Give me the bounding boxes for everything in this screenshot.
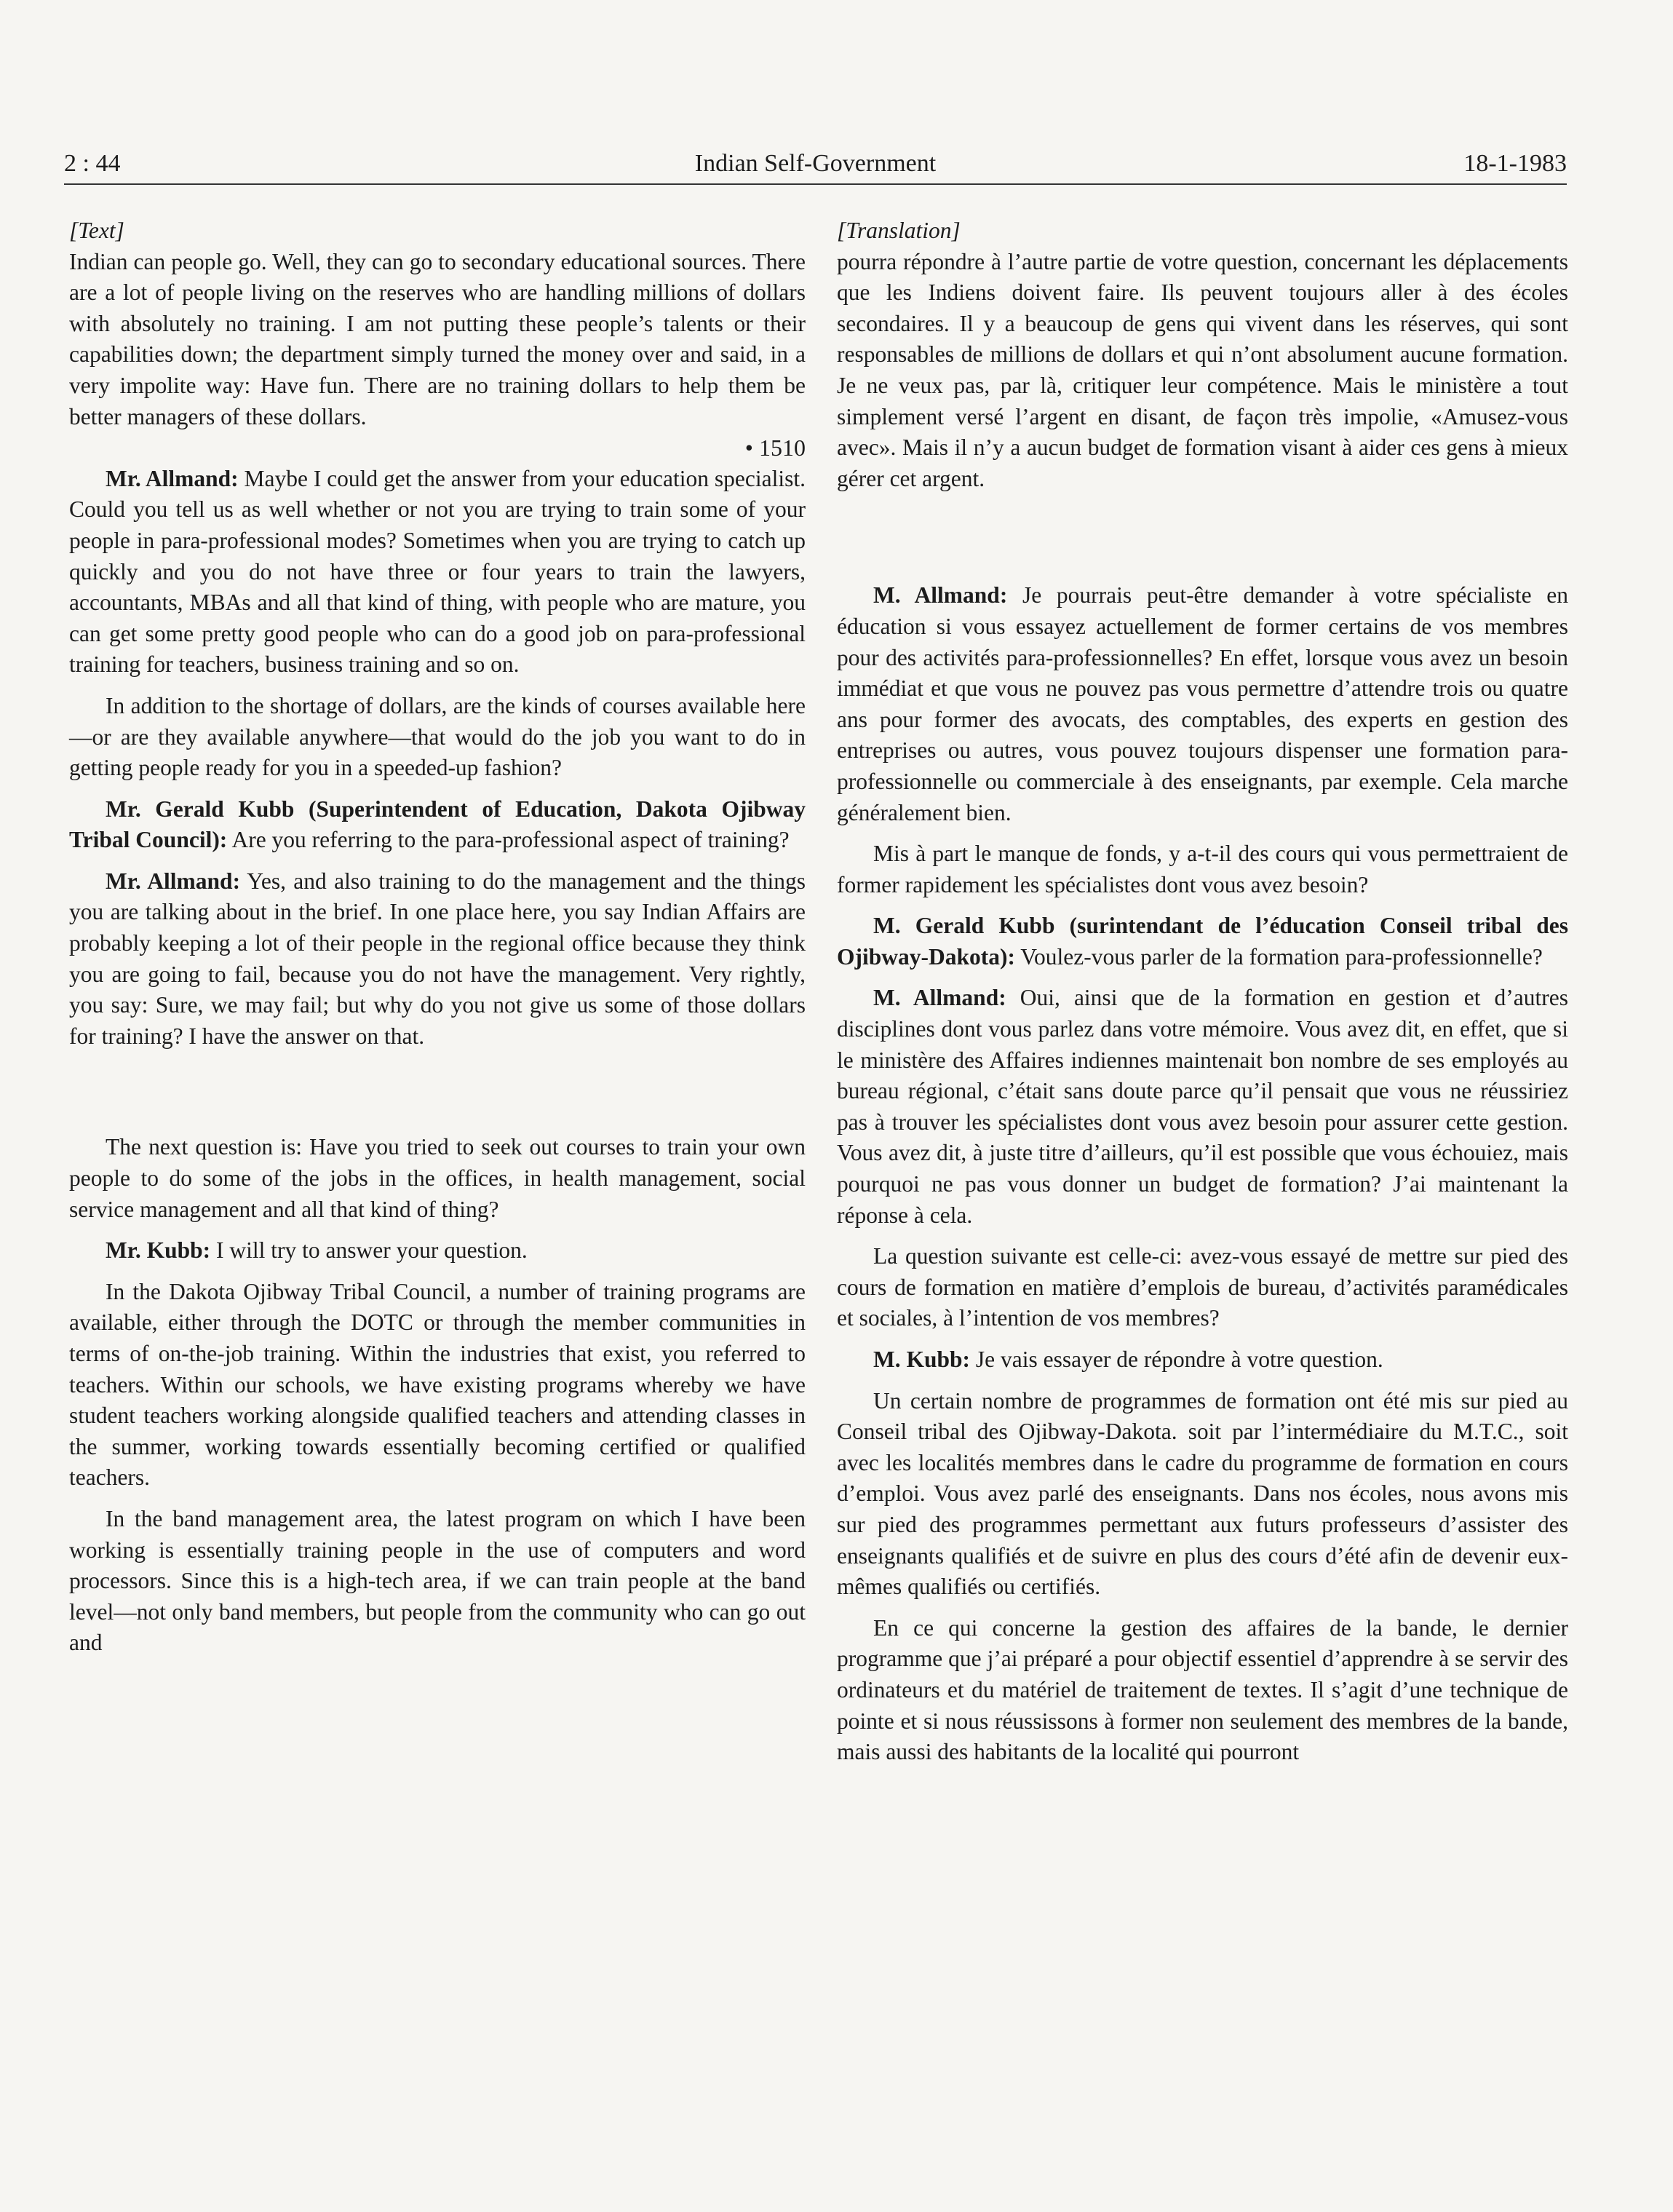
french-column — [837, 215, 1568, 1768]
page-header — [64, 143, 1567, 185]
speaker-name: M. Gerald Kubb (surintendant de l’éducation Conseil tribal des Ojibway-Dakota): — [837, 913, 1568, 970]
paragraph: Indian can people go. Well, they can go to secondary educational sources. There are a lot of people living on the reserves who are handling millions of dollars with absolutely no training. I am not putting these people’s talents or their capabilities down; the department simply turned the money over and said, in a very impolite way: Have fun. There are no training dollars to help them be better managers of these dollars. — [69, 248, 806, 429]
speech-text: Are you referring to the para-professional aspect of training? — [227, 827, 790, 853]
paragraph: La question suivante est celle-ci: avez-vous essayé de mettre sur pied des cours de formation en matière d’emplois de bureau, d’activités paramédicales et sociales, à l’intention de vos membres? — [837, 1243, 1568, 1331]
speech-text: Je pourrais peut-être demander à votre spécialiste en éducation si vous essayez actuellement de former certains de vos membres pour des activités para-professionnelles? En effet, lorsque vous avez un besoin immédiat et que vous ne pouvez pas vous permettre d’attendre trois ou quatre ans pour former des avocats, des comptables, des experts en gestion des entreprises ou autres, vous pouvez toujours dispenser une formation para-professionnelle ou commerciale à des enseignants, par exemple. Cela marche généralement bien. — [837, 582, 1568, 825]
speaker-name: M. Kubb: — [873, 1347, 971, 1372]
paragraph: Un certain nombre de programmes de formation ont été mis sur pied au Conseil tribal des Ojibway-Dakota. soit par l’intermédiaire du M.T.C., soit avec les localités membres dans le cadre du programme de formation en cours d’emploi. Vous avez parlé des enseignants. Dans nos écoles, nous avons mis sur pied des programmes permettant aux futurs professeurs d’assister des enseignants qualifiés et de suivre en plus des cours d’été afin de devenir eux-mêmes qualifiés ou certifiés. — [837, 1387, 1568, 1600]
speech-text: Maybe I could get the answer from your education specialist. Could you tell us as well whether or not you are trying to train some of your people in para-professional modes? Sometimes when you are trying to catch up quickly and you do not have three or four years to train the lawyers, accountants, MBAs and all that kind of thing, with people who are mature, you can get some pretty good people who can do a good job on para-professional training for teachers, business training and so on. — [69, 465, 806, 678]
speech-text: Yes, and also training to do the management and the things you are talking about in the brief. In one place here, you say Indian Affairs are probably keeping a lot of their people in the regional office because they think you are going to fail, because you do not have the management. Very rightly, you say: Sure, we may fail; but why do you not give us some of those dollars for training? I have the answer on that. — [69, 868, 806, 1049]
column-label: [Translation] — [837, 218, 961, 243]
paragraph — [69, 464, 806, 681]
speech-text: Oui, ainsi que de la formation en gestion et d’autres disciplines dont vous parlez dans votre mémoire. Vous avez dit, en effet, que si le ministère des Affaires indiennes maintenait bon nombre de ses employés au bureau régional, c’était sans doute parce qu’il pensait que vous ne réussiriez pas à trouver les spécialistes dont vous avez besoin pour assurer cette gestion. Vous avez dit, à juste titre d’ailleurs, qu’il est possible que vous échouiez, mais pourquoi ne pas vous donner un budget de formation? J’ai maintenant la réponse à cela. — [837, 985, 1568, 1228]
paragraph: The next question is: Have you tried to seek out courses to train your own people to do some of the jobs in the offices, in health management, social service management and all that kind of thing? — [69, 1134, 806, 1222]
paragraph — [837, 983, 1568, 1231]
speaker-name: Mr. Allmand: — [106, 868, 241, 894]
speech-text: I will try to answer your question. — [210, 1237, 528, 1264]
spacer — [837, 494, 1568, 580]
paragraph: In the band management area, the latest program on which I have been working is essentially training people in the use of computers and word processors. Since this is a high-tech area, if we can train people at the band level—not only band members, but people from the community who can go out and — [69, 1505, 806, 1656]
speaker-name: M. Allmand: — [873, 985, 1006, 1011]
column-label: [Text] — [69, 218, 124, 243]
speaker-name: Mr. Gerald Kubb (Superintendent of Education, Dakota Ojibway Tribal Council): — [69, 796, 806, 853]
page-title: Indian Self-Government — [694, 150, 937, 177]
paragraph: pourra répondre à l’autre partie de votre question, concernant les déplacements que les Indiens doivent faire. Ils peuvent toujours aller à des écoles secondaires. Il y a beaucoup de gens qui vivent dans les réserves, qui sont responsables de millions de dollars et qui n’ont absolument aucune formation. Je ne veux pas, par là, critiquer leur compétence. Mais le ministère a tout simplement versé l’argent en disant, de façon très impolie, «Amusez-vous avec». Mais il n’y a aucun budget de formation visant à aider ces gens à mieux gérer cet argent. — [837, 248, 1568, 491]
page-date: 18-1-1983 — [1463, 150, 1567, 177]
english-column — [69, 215, 806, 1659]
paragraph — [69, 794, 806, 856]
speaker-name: Mr. Allmand: — [106, 465, 239, 491]
paragraph — [69, 1235, 806, 1266]
paragraph — [837, 911, 1568, 972]
page-number: 2 : 44 — [64, 150, 121, 177]
paragraph — [837, 1344, 1568, 1376]
speech-text: Je vais essayer de répondre à votre question. — [970, 1347, 1383, 1372]
paragraph: In the Dakota Ojibway Tribal Council, a number of training programs are available, either through the DOTC or through the member communities in terms of on-the-job training. Within the industries that exist, you referred to teachers. Within our schools, we have existing programs whereby we have student teachers working alongside qualified teachers and attending classes in the summer, working towards essentially becoming certified or qualified teachers. — [69, 1278, 806, 1491]
paragraph — [837, 580, 1568, 828]
paragraph: In addition to the shortage of dollars, are the kinds of courses available here—or are they available anywhere—that would do the job you want to do in getting people ready for you in a speeded-up fashion? — [69, 692, 806, 781]
time-marker: • 1510 — [744, 435, 806, 461]
speech-text: Voulez-vous parler de la formation para-professionnelle? — [1015, 943, 1543, 970]
paragraph: Mis à part le manque de fonds, y a-t-il des cours qui vous permettraient de former rapidement les spécialistes dont vous avez besoin? — [837, 841, 1568, 897]
paragraph: En ce qui concerne la gestion des affaires de la bande, le dernier programme que j’ai préparé a pour objectif essentiel d’apprendre à se servir des ordinateurs et du matériel de traitement de textes. Il s’agit d’une technique de pointe et si nous réussissons à former non seulement des membres de la bande, mais aussi des habitants de la localité qui pourront — [837, 1614, 1568, 1765]
speaker-name: Mr. Kubb: — [106, 1237, 211, 1264]
speaker-name: M. Allmand: — [873, 582, 1008, 609]
paragraph — [69, 866, 806, 1053]
